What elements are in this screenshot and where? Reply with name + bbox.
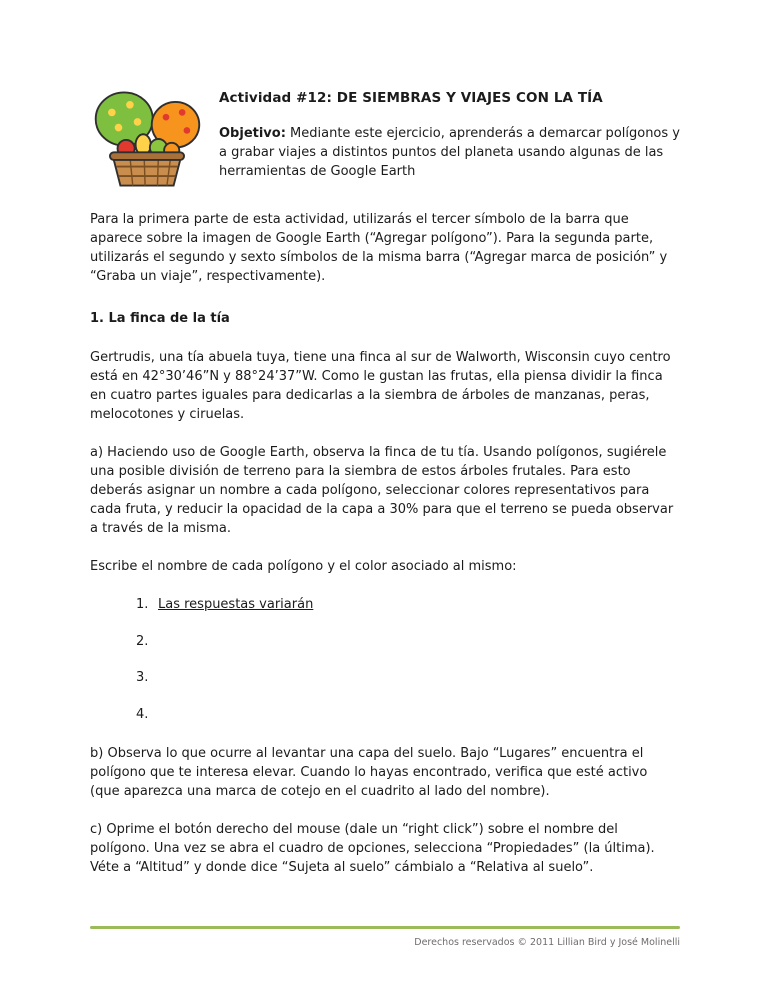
footer-rule <box>90 926 680 929</box>
objective-text: Mediante este ejercicio, aprenderás a demarcar polígonos y a grabar viajes a distintos puntos del planeta usando algunas de las herramientas de Google Earth <box>219 125 680 179</box>
section-1-heading: 1. La finca de la tía <box>90 310 230 326</box>
intro-paragraph: Para la primera parte de esta actividad, utilizarás el tercer símbolo de la barra que aparece sobre la imagen de Google Earth (“Agregar polígono”). Para la segunda parte, utilizarás el segundo y sexto símbolos de la misma barra (“Agregar marca de posición” y “Graba un viaje”, respectivamente). <box>90 212 668 284</box>
list-item-answer: Las respuestas variarán <box>158 596 314 612</box>
document-footer <box>90 926 680 950</box>
fruit-basket-clipart-svg <box>90 84 204 194</box>
list-item-number: 4. <box>136 707 149 723</box>
answers-list <box>136 596 680 726</box>
list-item <box>136 669 680 688</box>
list-item-number: 2. <box>136 633 149 649</box>
objective-label: Objetivo: <box>219 125 286 141</box>
list-item <box>136 596 680 615</box>
copyright-text: Derechos reservados © 2011 Lillian Bird y José Molinelli <box>414 937 680 949</box>
header-text-block <box>219 84 680 194</box>
objective-paragraph <box>219 125 680 182</box>
list-item-number: 3. <box>136 670 149 686</box>
document-header <box>90 84 680 194</box>
list-item <box>136 706 680 725</box>
task-b-paragraph: b) Observa lo que ocurre al levantar una capa del suelo. Bajo “Lugares” encuentra el polígono que te interesa elevar. Cuando lo hayas encontrado, verifica que esté activo (que aparezca una marca de cotejo en el cuadrito al lado del nombre). <box>90 746 648 800</box>
page-title: Actividad #12: DE SIEMBRAS Y VIAJES CON LA TÍA <box>219 90 603 106</box>
fruit-basket-image <box>90 84 204 194</box>
list-item <box>136 633 680 652</box>
list-item-number: 1. <box>136 596 149 612</box>
task-a-paragraph: a) Haciendo uso de Google Earth, observa la finca de tu tía. Usando polígonos, sugiérele una posible división de terreno para la siembra de estos árboles frutales. Para esto deberás asignar un nombre a cada polígono, seleccionar colores representativos para cada fruta, y reducir la opacidad de la capa a 30% para que el terreno se pueda observar a través de la misma. <box>90 444 674 536</box>
task-c-paragraph: c) Oprime el botón derecho del mouse (dale un “right click”) sobre el nombre del polígono. Una vez se abra el cuadro de opciones, selecciona “Propiedades” (la última). Véte a “Altitud” y donde dice “Sujeta al suelo” cámbialo a “Relativa al suelo”. <box>90 822 655 876</box>
farm-description-paragraph: Gertrudis, una tía abuela tuya, tiene una finca al sur de Walworth, Wisconsin cuyo centro está en 42°30’46”N y 88°24’37”W. Como le gustan las frutas, ella piensa dividir la finca en cuatro partes iguales para dedicarlas a la siembra de árboles de manzanas, peras, melocotones y ciruelas. <box>90 349 671 422</box>
write-names-paragraph: Escribe el nombre de cada polígono y el color asociado al mismo: <box>90 558 517 574</box>
